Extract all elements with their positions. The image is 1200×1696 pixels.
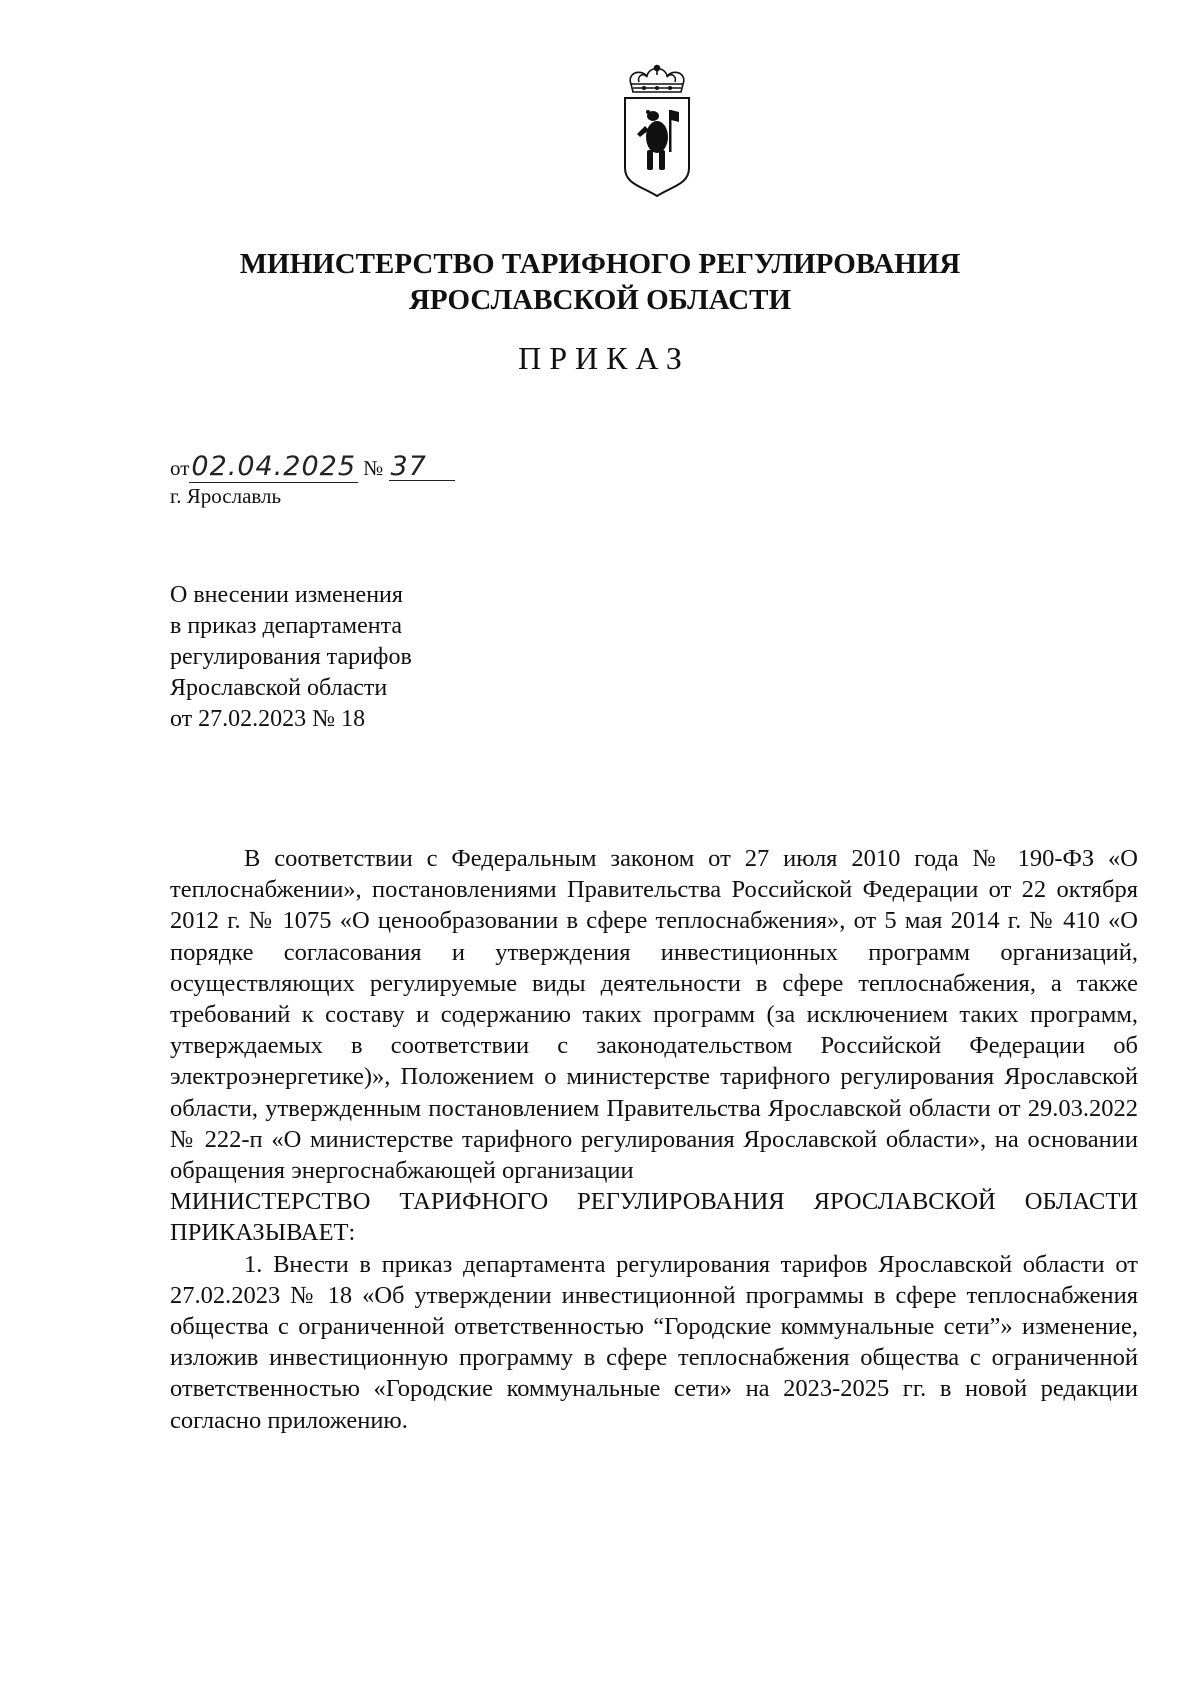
order-subject: [170, 580, 412, 735]
coat-of-arms-icon: [617, 62, 697, 202]
ministry-name-line2: ЯРОСЛАВСКОЙ ОБЛАСТИ: [408, 284, 792, 316]
ministry-name-line1: МИНИСТЕРСТВО ТАРИФНОГО РЕГУЛИРОВАНИЯ: [239, 248, 961, 280]
subject-line: О внесении изменения: [170, 582, 403, 608]
order-number-handwritten: 37: [389, 454, 455, 481]
subject-line: Ярославской области: [170, 675, 388, 701]
city: г. Ярославль: [170, 484, 282, 508]
number-prefix: №: [363, 456, 384, 480]
order-body: [170, 843, 1138, 1436]
ministry-header: [0, 246, 1200, 318]
clause-1: 1. Внести в приказ департамента регулирования тарифов Ярославской области от 27.02.2023 № 18 «Об утверждении инвестиционной программы в сфере теплоснабжения общества с ограниченной ответственностью “Городские коммунальные сети”» изменение, изложив инвестиционную программу в сфере теплоснабжения общества с ограниченной ответственностью «Городские коммунальные сети» на 2023-2025 гг. в новой редакции согласно приложению.: [170, 1250, 1138, 1434]
date-prefix: от: [170, 456, 190, 480]
subject-line: в приказ департамента: [170, 613, 403, 639]
order-date-handwritten: 02.04.2025: [191, 451, 356, 482]
preamble-paragraph: В соответствии с Федеральным законом от 27 июля 2010 года № 190-ФЗ «О теплоснабжении», постановлениями Правительства Российской Федерации от 22 октября 2012 г. № 1075 «О ценообразовании в сфере теплоснабжения», от 5 мая 2014 г. № 410 «О порядке согласования и утверждения инвестиционных программ организаций, осуществляющих регулируемые виды деятельности в сфере теплоснабжения, а также требований к составу и содержанию таких программ (за исключением таких программ, утверждаемых в соответствии с законодательством Российской Федерации об электроэнергетике)», Положением о министерстве тарифного регулирования Ярославской области, утвержденным постановлением Правительства Ярославской области от 29.03.2022 № 222-п «О министерстве тарифного регулирования Ярославской области», на основании обращения энергоснабжающей организации: [170, 845, 1138, 1185]
subject-line: от 27.02.2023 № 18: [170, 706, 366, 732]
decree-statement: МИНИСТЕРСТВО ТАРИФНОГО РЕГУЛИРОВАНИЯ ЯРОСЛАВСКОЙ ОБЛАСТИ ПРИКАЗЫВАЕТ:: [170, 1188, 1138, 1247]
date-number-line: [170, 451, 455, 482]
order-meta: [170, 451, 455, 509]
order-title: ПРИКАЗ: [518, 340, 690, 376]
subject-line: регулирования тарифов: [170, 644, 412, 670]
crown-icon: [630, 66, 684, 93]
